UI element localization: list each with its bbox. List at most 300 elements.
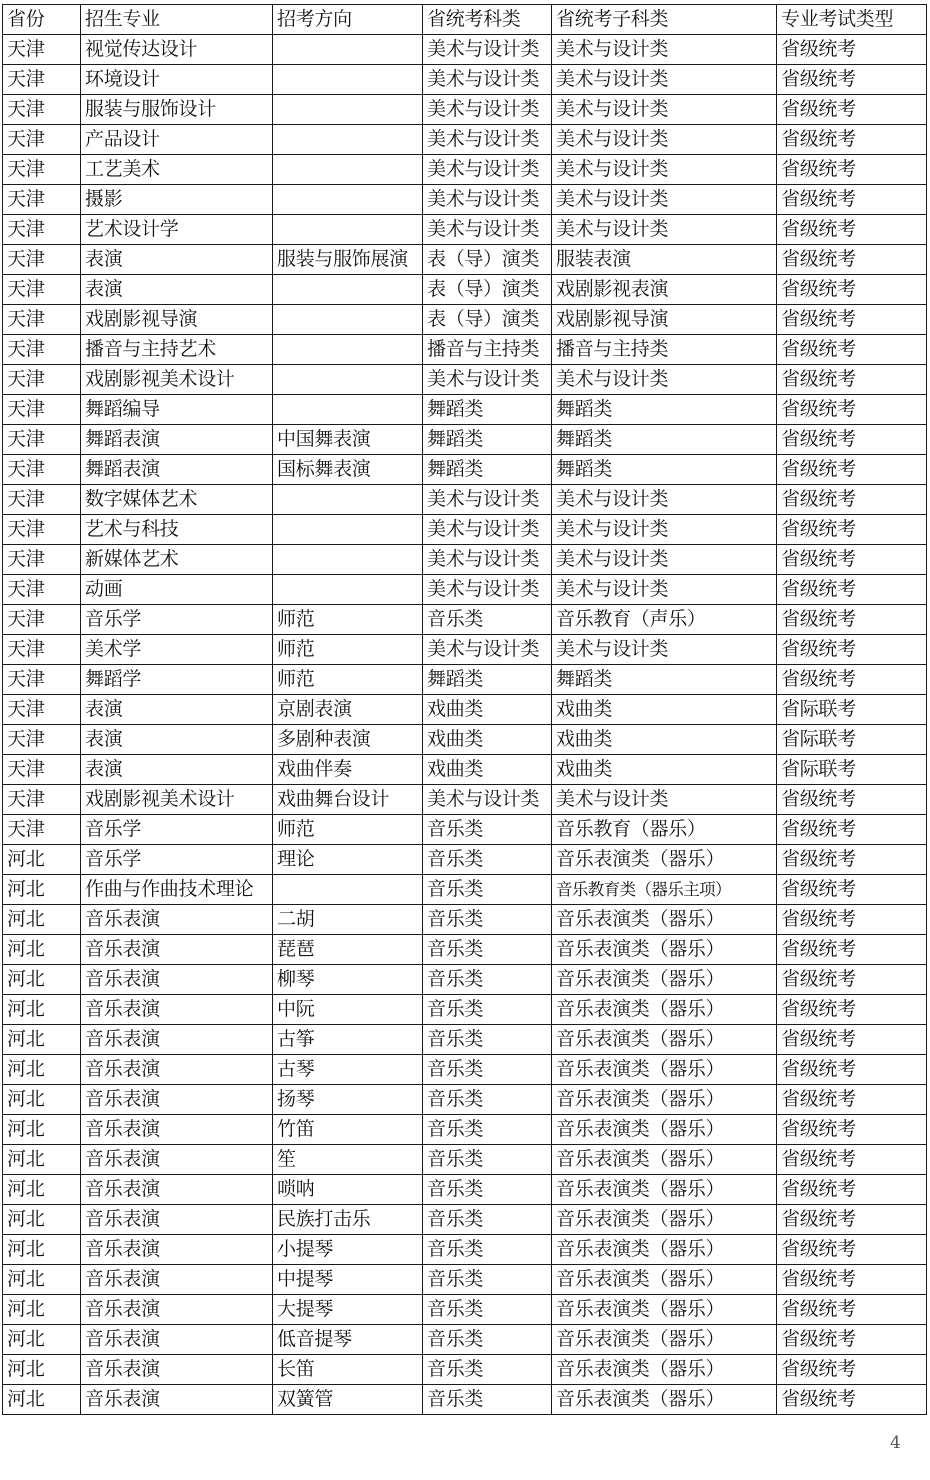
- table-row: [3, 245, 927, 275]
- cell-exam-subcategory: 美术与设计类: [552, 95, 777, 125]
- cell-exam-category: 音乐类: [423, 1235, 552, 1265]
- cell-major: 音乐表演: [81, 1025, 273, 1055]
- table-row: [3, 65, 927, 95]
- table-row: [3, 365, 927, 395]
- cell-exam-subcategory: 音乐表演类（器乐）: [552, 905, 777, 935]
- cell-exam-subcategory: 音乐表演类（器乐）: [552, 1175, 777, 1205]
- cell-province: 天津: [3, 395, 81, 425]
- cell-exam-type: 省级统考: [777, 965, 927, 995]
- cell-exam-subcategory: 音乐表演类（器乐）: [552, 1325, 777, 1355]
- cell-major: 音乐表演: [81, 965, 273, 995]
- cell-exam-type: 省级统考: [777, 875, 927, 905]
- cell-province: 天津: [3, 275, 81, 305]
- cell-exam-category: 音乐类: [423, 1055, 552, 1085]
- cell-exam-category: 音乐类: [423, 815, 552, 845]
- cell-direction: 师范: [273, 665, 423, 695]
- table-row: [3, 485, 927, 515]
- cell-direction: [273, 95, 423, 125]
- cell-exam-category: 舞蹈类: [423, 665, 552, 695]
- cell-exam-type: 省级统考: [777, 155, 927, 185]
- cell-exam-subcategory: 音乐表演类（器乐）: [552, 1385, 777, 1415]
- table-row: [3, 935, 927, 965]
- cell-province: 天津: [3, 515, 81, 545]
- table-row: [3, 1355, 927, 1385]
- cell-province: 河北: [3, 1385, 81, 1415]
- cell-direction: 师范: [273, 635, 423, 665]
- cell-province: 河北: [3, 905, 81, 935]
- cell-direction: [273, 155, 423, 185]
- cell-province: 天津: [3, 665, 81, 695]
- cell-exam-type: 省级统考: [777, 1355, 927, 1385]
- cell-exam-type: 省级统考: [777, 545, 927, 575]
- cell-major: 舞蹈编导: [81, 395, 273, 425]
- cell-major: 音乐表演: [81, 1055, 273, 1085]
- cell-exam-subcategory: 美术与设计类: [552, 65, 777, 95]
- cell-direction: 中提琴: [273, 1265, 423, 1295]
- cell-province: 天津: [3, 785, 81, 815]
- cell-exam-subcategory: 音乐表演类（器乐）: [552, 1145, 777, 1175]
- table-row: [3, 1325, 927, 1355]
- table-row: [3, 305, 927, 335]
- cell-province: 河北: [3, 995, 81, 1025]
- cell-exam-type: 省级统考: [777, 515, 927, 545]
- cell-province: 天津: [3, 545, 81, 575]
- cell-direction: 中阮: [273, 995, 423, 1025]
- cell-exam-category: 美术与设计类: [423, 35, 552, 65]
- cell-exam-subcategory: 服装表演: [552, 245, 777, 275]
- cell-major: 工艺美术: [81, 155, 273, 185]
- cell-exam-category: 美术与设计类: [423, 545, 552, 575]
- table-row: [3, 35, 927, 65]
- cell-major: 艺术设计学: [81, 215, 273, 245]
- cell-exam-subcategory: 美术与设计类: [552, 515, 777, 545]
- table-body: [3, 35, 927, 1415]
- cell-exam-category: 舞蹈类: [423, 395, 552, 425]
- cell-exam-category: 音乐类: [423, 965, 552, 995]
- table-row: [3, 275, 927, 305]
- cell-exam-type: 省级统考: [777, 1025, 927, 1055]
- cell-province: 河北: [3, 845, 81, 875]
- header-cell-direction: 招考方向: [273, 5, 423, 35]
- cell-exam-category: 音乐类: [423, 1295, 552, 1325]
- table-row: [3, 635, 927, 665]
- cell-direction: [273, 395, 423, 425]
- cell-province: 河北: [3, 1085, 81, 1115]
- table-row: [3, 125, 927, 155]
- table-row: [3, 695, 927, 725]
- cell-exam-category: 美术与设计类: [423, 215, 552, 245]
- table-row: [3, 545, 927, 575]
- cell-exam-type: 省级统考: [777, 215, 927, 245]
- cell-exam-subcategory: 舞蹈类: [552, 665, 777, 695]
- header-cell-exam-category: 省统考科类: [423, 5, 552, 35]
- cell-direction: 小提琴: [273, 1235, 423, 1265]
- table-row: [3, 905, 927, 935]
- cell-major: 音乐表演: [81, 1175, 273, 1205]
- cell-province: 天津: [3, 95, 81, 125]
- cell-exam-category: 音乐类: [423, 1115, 552, 1145]
- cell-direction: 长笛: [273, 1355, 423, 1385]
- cell-exam-type: 省级统考: [777, 455, 927, 485]
- cell-exam-type: 省级统考: [777, 605, 927, 635]
- cell-direction: 古琴: [273, 1055, 423, 1085]
- header-cell-major: 招生专业: [81, 5, 273, 35]
- cell-exam-type: 省级统考: [777, 95, 927, 125]
- cell-exam-subcategory: 音乐表演类（器乐）: [552, 1025, 777, 1055]
- cell-province: 天津: [3, 155, 81, 185]
- table-row: [3, 1265, 927, 1295]
- cell-exam-category: 音乐类: [423, 995, 552, 1025]
- cell-direction: [273, 35, 423, 65]
- cell-major: 美术学: [81, 635, 273, 665]
- cell-direction: 师范: [273, 815, 423, 845]
- cell-major: 音乐表演: [81, 1235, 273, 1265]
- cell-province: 天津: [3, 455, 81, 485]
- cell-major: 音乐表演: [81, 1355, 273, 1385]
- cell-direction: 多剧种表演: [273, 725, 423, 755]
- cell-province: 河北: [3, 965, 81, 995]
- cell-province: 河北: [3, 1265, 81, 1295]
- cell-exam-subcategory: 美术与设计类: [552, 155, 777, 185]
- cell-exam-subcategory: 美术与设计类: [552, 635, 777, 665]
- table-row: [3, 725, 927, 755]
- cell-direction: 戏曲伴奏: [273, 755, 423, 785]
- cell-exam-category: 音乐类: [423, 1325, 552, 1355]
- cell-major: 作曲与作曲技术理论: [81, 875, 273, 905]
- cell-exam-subcategory: 美术与设计类: [552, 785, 777, 815]
- cell-exam-type: 省级统考: [777, 575, 927, 605]
- cell-major: 音乐表演: [81, 1385, 273, 1415]
- cell-direction: 京剧表演: [273, 695, 423, 725]
- cell-direction: 戏曲舞台设计: [273, 785, 423, 815]
- cell-direction: [273, 485, 423, 515]
- cell-major: 戏剧影视导演: [81, 305, 273, 335]
- cell-direction: [273, 365, 423, 395]
- cell-major: 表演: [81, 695, 273, 725]
- cell-direction: 民族打击乐: [273, 1205, 423, 1235]
- cell-province: 天津: [3, 725, 81, 755]
- table-row: [3, 875, 927, 905]
- cell-exam-type: 省级统考: [777, 1175, 927, 1205]
- cell-exam-subcategory: 音乐教育（器乐）: [552, 815, 777, 845]
- cell-exam-subcategory: 音乐表演类（器乐）: [552, 995, 777, 1025]
- cell-major: 表演: [81, 755, 273, 785]
- cell-major: 音乐表演: [81, 1205, 273, 1235]
- header-cell-exam-type: 专业考试类型: [777, 5, 927, 35]
- cell-exam-subcategory: 音乐表演类（器乐）: [552, 1205, 777, 1235]
- cell-direction: 国标舞表演: [273, 455, 423, 485]
- cell-exam-category: 美术与设计类: [423, 95, 552, 125]
- cell-major: 舞蹈表演: [81, 425, 273, 455]
- cell-exam-category: 戏曲类: [423, 755, 552, 785]
- cell-exam-type: 省级统考: [777, 335, 927, 365]
- table-row: [3, 665, 927, 695]
- table-row: [3, 1235, 927, 1265]
- cell-exam-category: 音乐类: [423, 905, 552, 935]
- cell-exam-type: 省级统考: [777, 665, 927, 695]
- table-row: [3, 455, 927, 485]
- cell-exam-category: 音乐类: [423, 875, 552, 905]
- admissions-table: [2, 4, 927, 1415]
- cell-province: 天津: [3, 485, 81, 515]
- table-row: [3, 95, 927, 125]
- cell-province: 河北: [3, 1205, 81, 1235]
- cell-province: 天津: [3, 425, 81, 455]
- cell-direction: [273, 515, 423, 545]
- cell-major: 音乐表演: [81, 995, 273, 1025]
- cell-direction: 琵琶: [273, 935, 423, 965]
- cell-direction: 柳琴: [273, 965, 423, 995]
- cell-major: 戏剧影视美术设计: [81, 365, 273, 395]
- cell-province: 天津: [3, 755, 81, 785]
- cell-province: 天津: [3, 695, 81, 725]
- cell-major: 摄影: [81, 185, 273, 215]
- cell-major: 动画: [81, 575, 273, 605]
- cell-exam-category: 表（导）演类: [423, 275, 552, 305]
- cell-exam-type: 省级统考: [777, 485, 927, 515]
- header-row: [3, 5, 927, 35]
- cell-major: 音乐学: [81, 845, 273, 875]
- cell-exam-category: 舞蹈类: [423, 425, 552, 455]
- cell-major: 表演: [81, 725, 273, 755]
- cell-direction: 二胡: [273, 905, 423, 935]
- cell-province: 天津: [3, 35, 81, 65]
- cell-province: 河北: [3, 1325, 81, 1355]
- cell-major: 音乐表演: [81, 1085, 273, 1115]
- cell-direction: [273, 215, 423, 245]
- cell-exam-category: 美术与设计类: [423, 515, 552, 545]
- cell-exam-type: 省级统考: [777, 1085, 927, 1115]
- cell-exam-category: 美术与设计类: [423, 785, 552, 815]
- cell-exam-category: 音乐类: [423, 845, 552, 875]
- table-row: [3, 605, 927, 635]
- cell-exam-subcategory: 美术与设计类: [552, 545, 777, 575]
- table-row: [3, 1145, 927, 1175]
- cell-exam-type: 省级统考: [777, 995, 927, 1025]
- cell-exam-subcategory: 戏曲类: [552, 695, 777, 725]
- cell-exam-type: 省级统考: [777, 905, 927, 935]
- cell-exam-subcategory: 音乐表演类（器乐）: [552, 845, 777, 875]
- cell-exam-subcategory: 美术与设计类: [552, 215, 777, 245]
- cell-exam-subcategory: 舞蹈类: [552, 425, 777, 455]
- cell-exam-category: 美术与设计类: [423, 635, 552, 665]
- cell-direction: [273, 305, 423, 335]
- table-row: [3, 155, 927, 185]
- cell-direction: [273, 275, 423, 305]
- cell-major: 戏剧影视美术设计: [81, 785, 273, 815]
- cell-exam-type: 省级统考: [777, 395, 927, 425]
- cell-province: 河北: [3, 1055, 81, 1085]
- cell-major: 音乐表演: [81, 1265, 273, 1295]
- cell-exam-subcategory: 音乐表演类（器乐）: [552, 1355, 777, 1385]
- cell-province: 河北: [3, 1025, 81, 1055]
- cell-exam-type: 省级统考: [777, 275, 927, 305]
- cell-province: 天津: [3, 635, 81, 665]
- cell-province: 河北: [3, 1175, 81, 1205]
- cell-exam-subcategory: 舞蹈类: [552, 395, 777, 425]
- cell-province: 河北: [3, 1295, 81, 1325]
- cell-direction: [273, 575, 423, 605]
- cell-province: 天津: [3, 245, 81, 275]
- cell-exam-category: 音乐类: [423, 1085, 552, 1115]
- cell-exam-category: 音乐类: [423, 1265, 552, 1295]
- cell-major: 音乐学: [81, 605, 273, 635]
- cell-exam-category: 音乐类: [423, 1385, 552, 1415]
- cell-province: 天津: [3, 215, 81, 245]
- cell-exam-subcategory: 音乐表演类（器乐）: [552, 1085, 777, 1115]
- table-row: [3, 1085, 927, 1115]
- table-row: [3, 215, 927, 245]
- cell-exam-subcategory: 舞蹈类: [552, 455, 777, 485]
- cell-direction: 扬琴: [273, 1085, 423, 1115]
- header-cell-province: 省份: [3, 5, 81, 35]
- cell-exam-type: 省级统考: [777, 305, 927, 335]
- cell-direction: [273, 185, 423, 215]
- cell-major: 产品设计: [81, 125, 273, 155]
- cell-exam-subcategory: 音乐表演类（器乐）: [552, 1265, 777, 1295]
- cell-province: 天津: [3, 605, 81, 635]
- cell-exam-type: 省级统考: [777, 425, 927, 455]
- table-row: [3, 1205, 927, 1235]
- cell-exam-category: 戏曲类: [423, 725, 552, 755]
- cell-exam-category: 美术与设计类: [423, 125, 552, 155]
- cell-exam-category: 美术与设计类: [423, 575, 552, 605]
- cell-province: 天津: [3, 335, 81, 365]
- cell-exam-category: 音乐类: [423, 1205, 552, 1235]
- cell-exam-type: 省级统考: [777, 1145, 927, 1175]
- table-row: [3, 995, 927, 1025]
- cell-direction: [273, 125, 423, 155]
- cell-exam-category: 美术与设计类: [423, 65, 552, 95]
- cell-exam-type: 省级统考: [777, 65, 927, 95]
- cell-exam-subcategory: 音乐表演类（器乐）: [552, 1295, 777, 1325]
- cell-exam-category: 音乐类: [423, 605, 552, 635]
- cell-exam-type: 省级统考: [777, 1385, 927, 1415]
- cell-province: 天津: [3, 305, 81, 335]
- table-row: [3, 815, 927, 845]
- table-row: [3, 335, 927, 365]
- cell-exam-type: 省级统考: [777, 1325, 927, 1355]
- cell-province: 天津: [3, 125, 81, 155]
- table-row: [3, 1175, 927, 1205]
- cell-exam-category: 音乐类: [423, 935, 552, 965]
- table-row: [3, 1115, 927, 1145]
- cell-exam-type: 省级统考: [777, 785, 927, 815]
- cell-direction: 师范: [273, 605, 423, 635]
- table-row: [3, 755, 927, 785]
- cell-exam-type: 省级统考: [777, 1055, 927, 1085]
- table-row: [3, 1295, 927, 1325]
- cell-exam-type: 省级统考: [777, 845, 927, 875]
- cell-province: 河北: [3, 1115, 81, 1145]
- cell-major: 音乐学: [81, 815, 273, 845]
- cell-exam-type: 省级统考: [777, 35, 927, 65]
- cell-exam-category: 美术与设计类: [423, 365, 552, 395]
- table-row: [3, 1055, 927, 1085]
- cell-direction: 唢呐: [273, 1175, 423, 1205]
- cell-major: 音乐表演: [81, 1295, 273, 1325]
- cell-exam-subcategory: 音乐表演类（器乐）: [552, 1055, 777, 1085]
- cell-exam-subcategory: 音乐教育（声乐）: [552, 605, 777, 635]
- cell-exam-type: 省级统考: [777, 635, 927, 665]
- cell-province: 天津: [3, 815, 81, 845]
- cell-exam-category: 舞蹈类: [423, 455, 552, 485]
- cell-exam-type: 省级统考: [777, 125, 927, 155]
- cell-exam-category: 美术与设计类: [423, 485, 552, 515]
- cell-exam-category: 音乐类: [423, 1025, 552, 1055]
- cell-major: 艺术与科技: [81, 515, 273, 545]
- cell-exam-subcategory: 音乐表演类（器乐）: [552, 935, 777, 965]
- cell-major: 舞蹈表演: [81, 455, 273, 485]
- cell-major: 播音与主持艺术: [81, 335, 273, 365]
- cell-major: 表演: [81, 275, 273, 305]
- cell-major: 舞蹈学: [81, 665, 273, 695]
- cell-major: 服装与服饰设计: [81, 95, 273, 125]
- cell-exam-subcategory: 美术与设计类: [552, 485, 777, 515]
- cell-province: 河北: [3, 1235, 81, 1265]
- cell-exam-subcategory: 音乐表演类（器乐）: [552, 1115, 777, 1145]
- table-row: [3, 425, 927, 455]
- cell-major: 音乐表演: [81, 1115, 273, 1145]
- cell-major: 音乐表演: [81, 935, 273, 965]
- cell-province: 天津: [3, 65, 81, 95]
- table-row: [3, 1025, 927, 1055]
- cell-direction: 中国舞表演: [273, 425, 423, 455]
- table-row: [3, 185, 927, 215]
- cell-exam-subcategory: 美术与设计类: [552, 35, 777, 65]
- table-row: [3, 1385, 927, 1415]
- cell-major: 音乐表演: [81, 905, 273, 935]
- cell-exam-subcategory: 音乐表演类（器乐）: [552, 1235, 777, 1265]
- page-number: 4: [890, 1433, 901, 1453]
- cell-province: 河北: [3, 935, 81, 965]
- cell-direction: 竹笛: [273, 1115, 423, 1145]
- cell-exam-type: 省际联考: [777, 755, 927, 785]
- cell-direction: 大提琴: [273, 1295, 423, 1325]
- cell-exam-type: 省级统考: [777, 245, 927, 275]
- cell-exam-subcategory: 音乐教育类（器乐主项）: [552, 875, 777, 905]
- cell-direction: 低音提琴: [273, 1325, 423, 1355]
- cell-exam-type: 省级统考: [777, 185, 927, 215]
- cell-major: 音乐表演: [81, 1325, 273, 1355]
- cell-province: 河北: [3, 875, 81, 905]
- table-row: [3, 575, 927, 605]
- cell-major: 音乐表演: [81, 1145, 273, 1175]
- cell-exam-type: 省际联考: [777, 725, 927, 755]
- cell-exam-category: 表（导）演类: [423, 245, 552, 275]
- cell-exam-subcategory: 戏剧影视表演: [552, 275, 777, 305]
- cell-direction: 理论: [273, 845, 423, 875]
- cell-exam-type: 省级统考: [777, 815, 927, 845]
- table-row: [3, 965, 927, 995]
- cell-direction: [273, 65, 423, 95]
- cell-exam-category: 美术与设计类: [423, 155, 552, 185]
- cell-major: 表演: [81, 245, 273, 275]
- cell-direction: 双簧管: [273, 1385, 423, 1415]
- cell-exam-subcategory: 戏曲类: [552, 725, 777, 755]
- cell-exam-subcategory: 美术与设计类: [552, 365, 777, 395]
- cell-province: 河北: [3, 1145, 81, 1175]
- cell-major: 数字媒体艺术: [81, 485, 273, 515]
- cell-exam-category: 美术与设计类: [423, 185, 552, 215]
- cell-exam-type: 省级统考: [777, 1205, 927, 1235]
- cell-exam-category: 音乐类: [423, 1355, 552, 1385]
- cell-exam-category: 戏曲类: [423, 695, 552, 725]
- cell-direction: 古筝: [273, 1025, 423, 1055]
- cell-exam-type: 省级统考: [777, 1295, 927, 1325]
- cell-major: 视觉传达设计: [81, 35, 273, 65]
- cell-exam-type: 省级统考: [777, 1235, 927, 1265]
